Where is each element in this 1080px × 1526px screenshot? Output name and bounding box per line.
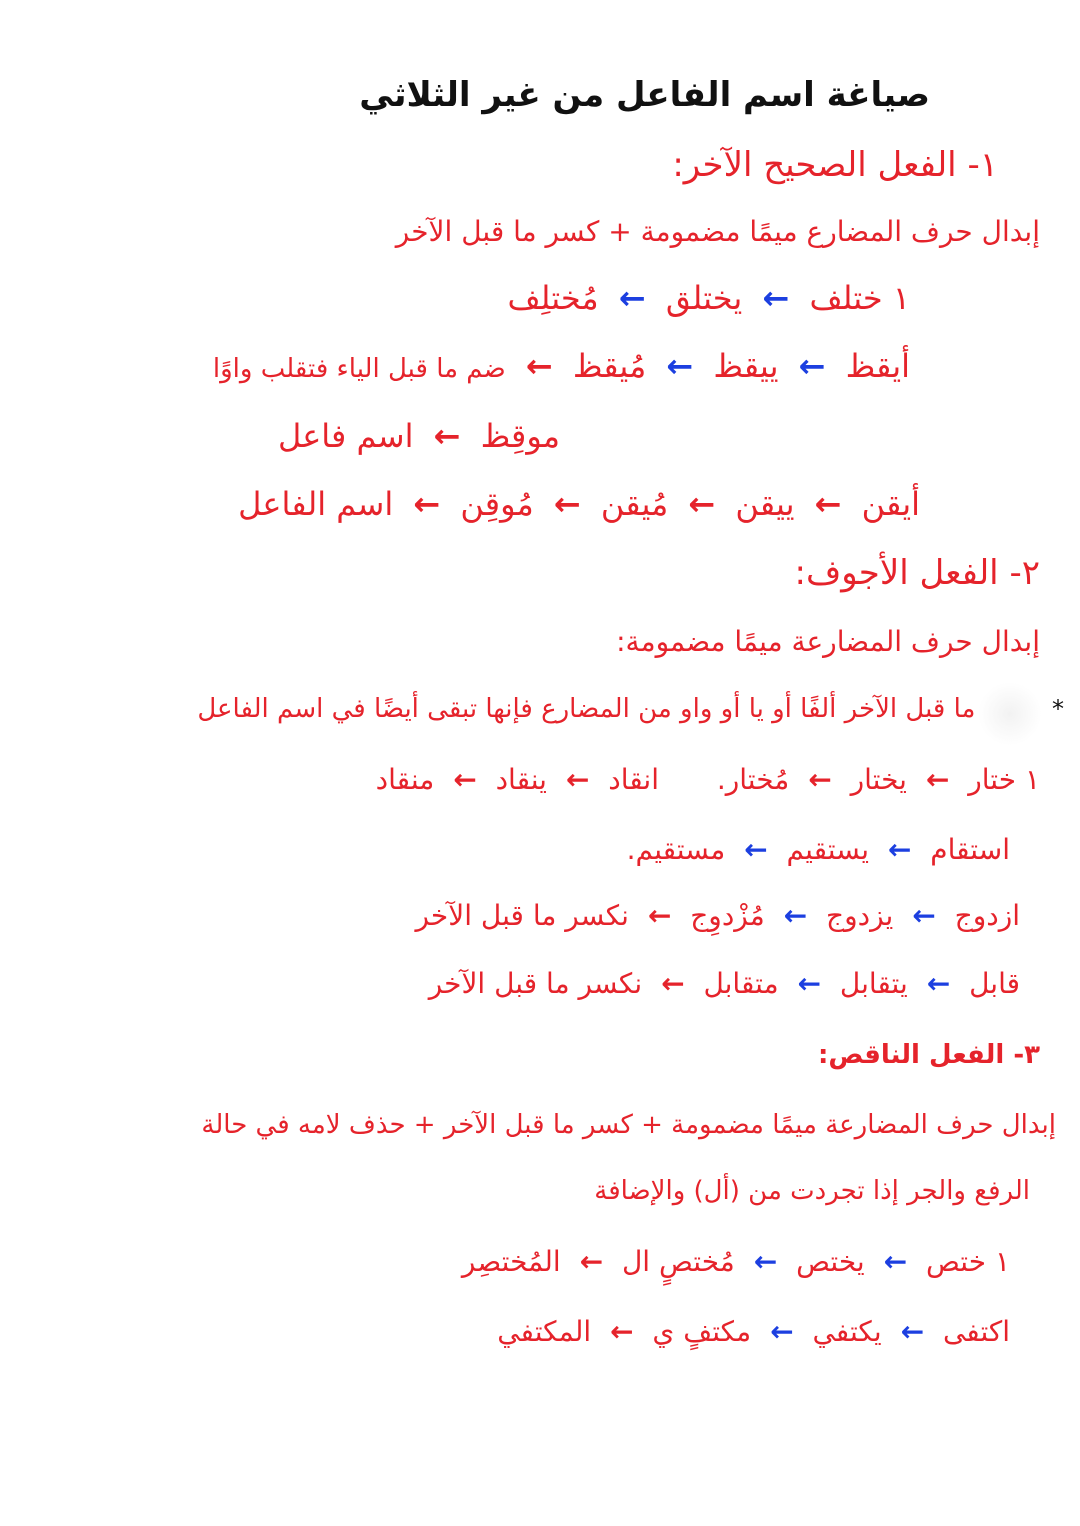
section-1-rule: إبدال حرف المضارع ميمًا مضمومة + كسر ما قبل الآخر <box>395 215 1040 248</box>
section-3-rule-continued: الرفع والجر إذا تجردت من (أل) والإضافة <box>594 1176 1030 1206</box>
example-prefix: ١ <box>892 279 910 317</box>
arrow-icon: ← <box>770 1315 794 1348</box>
example-word: ال <box>621 1245 651 1278</box>
arrow-icon: ← <box>814 485 842 523</box>
example-word: اسم فاعل <box>277 417 414 455</box>
example-word: انقاد <box>608 763 659 796</box>
example-prefix: ١ <box>1024 763 1040 796</box>
example-word: مُيقظ <box>572 347 647 385</box>
example-word: ختلف <box>809 279 883 317</box>
example-word: نكسر ما قبل الآخر <box>428 967 643 1000</box>
arrow-icon: ← <box>661 967 685 1000</box>
section-1-title: الفعل الصحيح الآخر: <box>672 145 957 185</box>
section-2-heading <box>794 553 1040 593</box>
arrow-icon: ← <box>666 347 694 385</box>
arrow-icon: ← <box>797 967 821 1000</box>
example-word: ييقظ <box>713 347 779 385</box>
example-word: يكتفي <box>812 1315 882 1348</box>
arrow-icon: ← <box>453 763 477 796</box>
example-word: المكتفي <box>497 1315 592 1348</box>
arrow-icon: ← <box>925 763 950 796</box>
arrow-icon: ← <box>610 1315 634 1348</box>
example-word: المُختصِر <box>461 1245 561 1278</box>
example-prefix: ١ <box>994 1245 1010 1278</box>
example-word: ختص <box>925 1245 987 1278</box>
section-2-number: ٢- <box>1009 553 1040 593</box>
example-word: ييقن <box>735 485 795 523</box>
example-word: يختص <box>796 1245 865 1278</box>
example-word: يتقابل <box>839 967 908 1000</box>
section-3-example-1 <box>461 1245 1010 1278</box>
section-1-example-2 <box>212 347 910 385</box>
section-2-example-1 <box>375 763 1040 796</box>
arrow-icon: ← <box>688 485 716 523</box>
example-word: متقابل <box>703 967 779 1000</box>
example-word: نكسر ما قبل الآخر <box>415 899 629 932</box>
arrow-icon: ← <box>762 279 790 317</box>
example-word: مُختلِف <box>507 279 599 317</box>
section-3-rule: إبدال حرف المضارعة ميمًا مضمومة + كسر ما قبل الآخر + حذف لامه في حالة <box>201 1110 1056 1140</box>
section-1-heading <box>672 145 998 185</box>
example-word: أيقن <box>861 485 920 523</box>
example-word: يختار <box>850 763 907 796</box>
arrow-icon: ← <box>753 1245 778 1278</box>
arrow-icon: ← <box>883 1245 908 1278</box>
example-word: اسم الفاعل <box>238 485 394 523</box>
arrow-icon: ← <box>887 833 912 866</box>
example-word: موقِظ <box>480 417 560 455</box>
section-3-heading <box>818 1042 1040 1068</box>
arrow-icon: ← <box>744 833 768 866</box>
arrow-icon: ← <box>912 899 936 932</box>
example-word: أيقظ <box>845 347 910 385</box>
arrow-icon: ← <box>647 899 672 932</box>
example-word: ازدوج <box>954 899 1020 932</box>
example-word: منقاد <box>375 763 435 796</box>
asterisk-icon: * <box>1052 695 1064 723</box>
arrow-icon: ← <box>553 485 581 523</box>
example-word: مستقيم. <box>626 833 726 866</box>
example-word: يزدوج <box>826 899 894 932</box>
section-3-number: ٣- <box>1013 1040 1040 1070</box>
section-2-bullet-rule <box>197 696 1064 722</box>
arrow-icon: ← <box>413 485 441 523</box>
example-word: مُيقن <box>600 485 669 523</box>
page-title: صياغة اسم الفاعل من غير الثلاثي <box>359 75 930 115</box>
section-3-title: الفعل الناقص: <box>818 1040 1005 1070</box>
example-word: ختار <box>968 763 1017 796</box>
example-word: يستقيم <box>786 833 869 866</box>
section-1-example-1 <box>507 279 911 317</box>
example-word: مُختار. <box>716 763 790 796</box>
example-word: مُختصٍ <box>658 1245 735 1278</box>
section-1-example-3 <box>238 485 920 523</box>
arrow-icon: ← <box>433 417 461 455</box>
bullet-rule-text: ما قبل الآخر ألفًا أو يا أو واو من المضارع فإنها تبقى أيضًا في اسم الفاعل <box>197 694 976 724</box>
arrow-icon: ← <box>798 347 826 385</box>
arrow-icon: ← <box>618 279 646 317</box>
arrow-icon: ← <box>525 347 553 385</box>
section-2-example-4 <box>428 967 1020 1000</box>
section-1-example-2-result <box>277 417 560 455</box>
section-3-example-2 <box>497 1315 1010 1348</box>
example-word: ينقاد <box>495 763 547 796</box>
example-word: ي <box>652 1315 675 1348</box>
arrow-icon: ← <box>565 763 590 796</box>
arrow-icon: ← <box>926 967 951 1000</box>
example-note: ضم ما قبل الياء فتقلب واوًا <box>212 354 506 384</box>
section-2-example-2 <box>626 833 1010 866</box>
example-word: اكتفى <box>942 1315 1010 1348</box>
arrow-icon: ← <box>783 899 808 932</box>
example-word: يختلق <box>665 279 743 317</box>
section-2-title: الفعل الأجوف: <box>794 553 999 593</box>
example-word: استقام <box>930 833 1010 866</box>
arrow-icon: ← <box>808 763 832 796</box>
arrow-icon: ← <box>579 1245 604 1278</box>
example-word: قابل <box>969 967 1020 1000</box>
arrow-icon: ← <box>900 1315 925 1348</box>
section-2-rule: إبدال حرف المضارعة ميمًا مضمومة: <box>616 625 1040 658</box>
section-2-example-3 <box>415 899 1020 932</box>
section-1-number: ١- <box>967 145 998 185</box>
example-word: مكتفٍ <box>683 1315 752 1348</box>
example-word: مُوقِن <box>460 485 534 523</box>
example-word: مُزْدوِج <box>690 899 765 932</box>
